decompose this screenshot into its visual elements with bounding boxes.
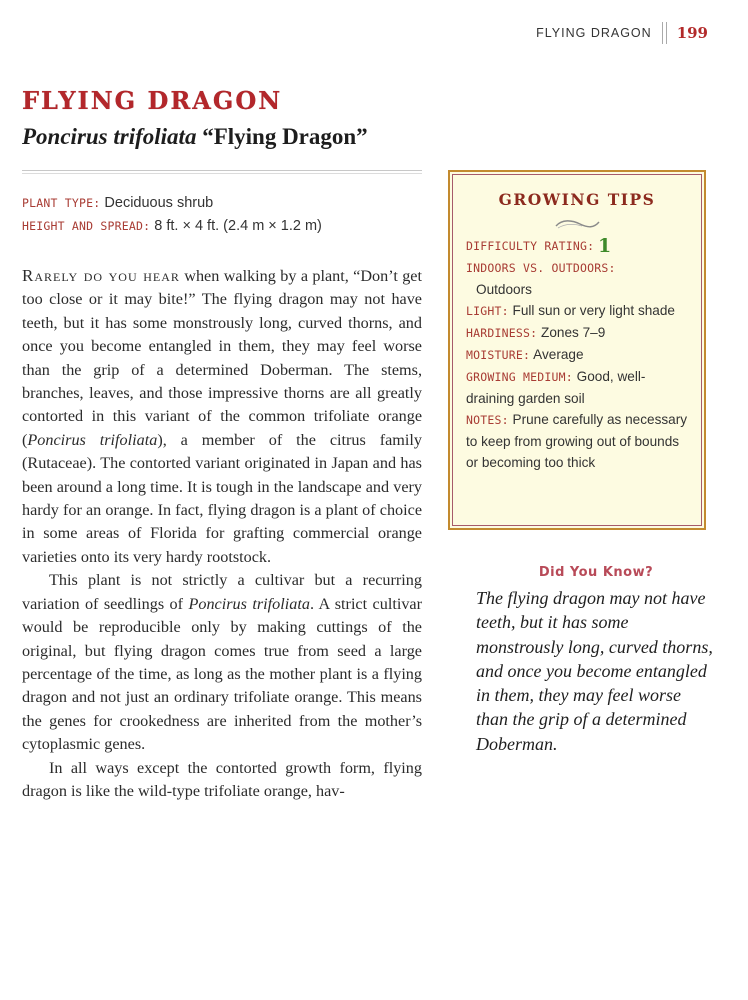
growing-tips-box: [448, 170, 706, 530]
growing-tips-list: [450, 235, 704, 473]
species-italic: Poncirus trifoliata: [188, 594, 310, 613]
moisture-value: Average: [533, 347, 584, 362]
paragraph-2: [22, 569, 422, 756]
medium-value: Good, well-draining garden soil: [466, 369, 646, 406]
paragraph-text: . A strict cultivar would be reproducible only by making cuttings of the original, but flying dragon comes true from seed a large percentage of the time, as long as the mother plant is a flying dragon and not just an ordinary trifoliate orange. This means the genes for crookedness are inherited from the mother’s cytoplasmic genes.: [22, 594, 422, 754]
running-head-divider: [662, 22, 667, 44]
difficulty-rating: 1: [598, 235, 612, 257]
medium-label: GROWING MEDIUM:: [466, 370, 573, 384]
indoors-label: INDOORS VS. OUTDOORS:: [466, 261, 616, 275]
growing-tips-title: GROWING TIPS: [498, 190, 656, 209]
species-name: Poncirus trifoliata: [22, 124, 197, 149]
paragraph-text: This plant is not strictly a cultivar but a recurring variation of seedlings of: [22, 571, 422, 613]
paragraph-text: when walking by a plant, “Don’t get too close or it may bite!” The flying dragon may not have teeth, but it has some monstrously long, curved thorns, and once you become entangled in them, they may feel worse than the grip of a determined Doberman. The stems, branches, leaves, and those impressive thorns are all greatly contorted in this variant of the common trifoliate orange (: [22, 267, 422, 449]
section-divider: [22, 170, 422, 174]
botanical-name: [22, 124, 368, 150]
article-body: [22, 264, 422, 803]
difficulty-row: [466, 235, 688, 257]
light-value: Full sun or very light shade: [512, 303, 675, 318]
height-spread-label: HEIGHT AND SPREAD:: [22, 219, 151, 233]
plant-type-label: PLANT TYPE:: [22, 196, 101, 210]
paragraph-text: ), a member of the citrus family (Rutaceae). The contorted variant originated in Japan and has been around a long time. It is tough in the landscape and very hardy for an orange. In fact, flying dragon is a plant of choice in some areas of Florida for grafting commercial orange varieties onto its very hardy rootstock.: [22, 430, 422, 566]
notes-value: Prune carefully as necessary to keep from growing out of bounds or becoming too thick: [466, 412, 688, 470]
cultivar-name: “Flying Dragon”: [202, 124, 368, 149]
running-head: [536, 22, 708, 44]
notes-row: [466, 409, 688, 473]
plant-specs: [22, 192, 322, 238]
difficulty-label: DIFFICULTY RATING:: [466, 239, 595, 253]
running-head-title: FLYING DRAGON: [536, 26, 652, 40]
lead-in: Rarely do you hear: [22, 266, 180, 285]
light-label: LIGHT:: [466, 304, 509, 318]
height-spread-row: [22, 215, 322, 238]
did-you-know-title: Did You Know?: [538, 565, 654, 580]
page-number: 199: [676, 24, 708, 42]
height-spread-value: 8 ft. × 4 ft. (2.4 m × 1.2 m): [154, 218, 322, 234]
moisture-label: MOISTURE:: [466, 348, 531, 362]
did-you-know-text: The flying dragon may not have teeth, but it has some monstrously long, curved thorns, and once you become entangled in them, they may feel worse than the grip of a determined Doberman.: [476, 588, 713, 754]
species-italic: Poncirus trifoliata: [27, 430, 158, 449]
moisture-row: [466, 344, 688, 366]
did-you-know-sidebar: [476, 565, 716, 756]
hardiness-value: Zones 7–9: [541, 325, 606, 340]
paragraph-3: In all ways except the contorted growth form, flying dragon is like the wild-type trifoliate orange, hav-: [22, 758, 422, 800]
indoors-row: [466, 257, 688, 279]
plant-type-row: [22, 192, 322, 215]
paragraph-1: [22, 264, 422, 569]
hardiness-label: HARDINESS:: [466, 326, 538, 340]
plant-type-value: Deciduous shrub: [104, 195, 214, 211]
light-row: [466, 300, 688, 322]
medium-row: [466, 366, 688, 409]
indoors-value: Outdoors: [476, 282, 532, 297]
notes-label: NOTES:: [466, 413, 509, 427]
hardiness-row: [466, 322, 688, 344]
page-title: FLYING DRAGON: [22, 86, 283, 115]
flourish-ornament-icon: [552, 217, 602, 231]
